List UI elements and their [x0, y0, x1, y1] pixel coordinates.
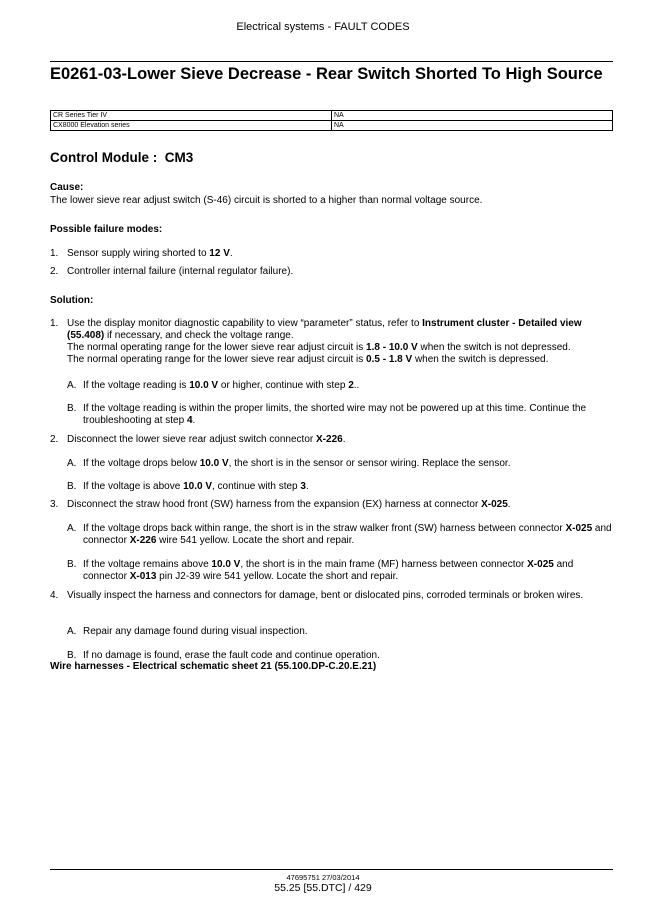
control-module-heading: [50, 150, 193, 165]
manual-page: Electrical systems - FAULT CODES E0261-03-Lower Sieve Decrease - Rear Switch Shorted To High Source CR Series Tier IV NA CX8000 Elevation series NA Control Module : CM3 Cause: The lower sieve rear adjust switch (S-46) circuit is shorted to a higher than normal voltage source. Possible failure modes: 1. Sensor supply wiring shorted to 12 V. 2. Controller internal failure (internal regulator failure). Solution: 1. Use the display monitor diagnostic capability to view “parameter” status, refer to Instrument cluster - Detailed view (55.408) if necessary, and check the voltage range. The normal operating range for the lower sieve rear adjust circuit is 1.8 - 10.0 V when the switch is not depressed. The normal operating range for the lower sieve rear adjust circuit is 0.5 - 1.8 V when the switch is depressed. A. If the voltage reading is 10.0 V or higher, continue with step 2.. B. If the voltage reading is within the proper limits, the shorted wire may not be powered up at this time. Continue the troubleshooting at step 4. 2. Disconnect the lower sieve rear adjust switch connector X-226. A. If the voltage drops below 10.0 V, the short is in the sensor or sensor wiring. Replace the sensor. B. If the voltage is above 10.0 V, continue with step 3. 3. Disconnect the straw hood front (SW) harness from the expansion (EX) harness at connector X-025. A. If the voltage drops back within range, the short is in the straw walker front (SW) harness between connector X-025 and connector X-226 wire 541 yellow. Locate the short and repair. B. If the voltage remains above 10.0 V, the short is in the main frame (MF) harness between connector X-025 and connector X-013 pin J2-39 wire 541 yellow. Locate the short and repair. 4. Visually inspect the harness and connectors for damage, bent or dislocated pins, corroded terminals or broken wires. A. Repair any damage found during visual inspection. B. If no damage is found, erase the fault code and continue operation. Wire harnesses - Electrical schematic sheet 21 (55.100.DP-C.20.E.21) 47695751 27/03/2014 55.25 [55.DTC] / 429: [0, 0, 646, 912]
list-text: Sensor supply wiring shorted to 12 V.: [67, 248, 233, 259]
series-cell: CR Series Tier IV: [51, 111, 332, 121]
reference-link[interactable]: Wire harnesses - Electrical schematic sheet 21 (55.100.DP-C.20.E.21): [50, 661, 377, 672]
series-cell: CX8000 Elevation series: [51, 121, 332, 131]
failure-modes-heading: Possible failure modes:: [50, 224, 163, 235]
footer-rule: [50, 869, 613, 870]
footer-page-number: 55.25 [55.DTC] / 429: [274, 882, 372, 894]
list-number: 1.: [50, 248, 59, 259]
header-rule: [50, 61, 613, 62]
list-text: Controller internal failure (internal regulator failure).: [67, 266, 294, 277]
footer-document-code: 47695751 27/03/2014: [286, 873, 360, 882]
value-cell: NA: [332, 121, 613, 131]
cause-text: The lower sieve rear adjust switch (S-46) circuit is shorted to a higher than normal voltage source.: [50, 195, 483, 206]
list-number: 2.: [50, 266, 59, 277]
control-module-label: Control Module :: [50, 150, 158, 165]
value-cell: NA: [332, 111, 613, 121]
fault-code-title: E0261-03-Lower Sieve Decrease - Rear Switch Shorted To High Source: [50, 65, 603, 83]
solution-heading: Solution:: [50, 295, 94, 306]
page-header-title: Electrical systems - FAULT CODES: [236, 21, 410, 33]
table-row: [51, 121, 613, 131]
instrument-cluster-link[interactable]: Instrument cluster - Detailed view (55.408): [67, 318, 582, 341]
control-module-value: CM3: [164, 150, 194, 165]
cause-heading: Cause:: [50, 182, 84, 193]
applicability-table: [50, 110, 613, 131]
table-row: [51, 111, 613, 121]
